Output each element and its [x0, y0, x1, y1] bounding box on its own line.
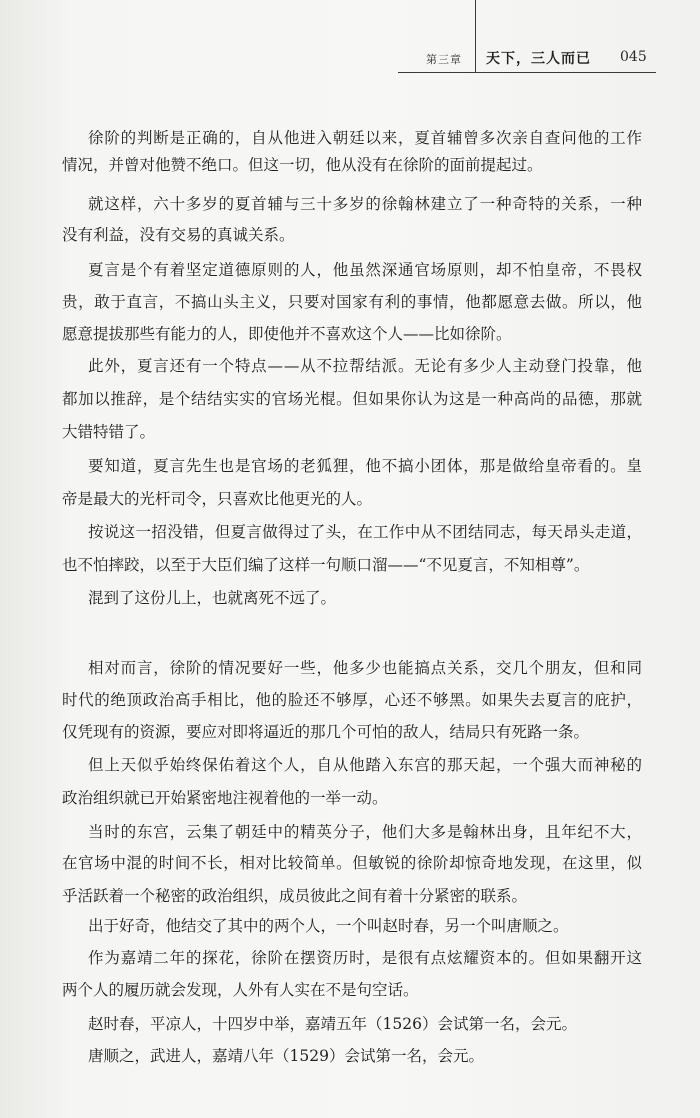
text-line: 没有利益，没有交易的真诚关系。: [62, 226, 295, 244]
chapter-title: 天下，三人而已: [486, 51, 591, 67]
text-line: 两个人的履历就会发现，人外有人实在不是句空话。: [62, 981, 419, 999]
running-header: [0, 0, 700, 80]
text-line: 也不怕摔跤，以至于大臣们编了这样一句顺口溜——“不见夏言，不知相尊”。: [62, 556, 590, 574]
text-line: 徐阶的判断是正确的，自从他进入朝廷以来，夏首辅曾多次亲自查问他的工作: [88, 129, 643, 147]
text-line: 情况，并曾对他赞不绝口。但这一切，他从没有在徐阶的面前提起过。: [62, 156, 543, 174]
text-line: 要知道，夏言先生也是官场的老狐狸，他不搞小团体，那是做给皇帝看的。皇: [88, 457, 643, 475]
text-line: 赵时春，平凉人，十四岁中举，嘉靖五年（1526）会试第一名，会元。: [88, 1015, 577, 1033]
text-line: 都加以推辞，是个结结实实的官场光棍。但如果你认为这是一种高尚的品德，那就: [62, 390, 643, 408]
text-line: 相对而言，徐阶的情况要好一些，他多少也能搞点关系，交几个朋友，但和同: [88, 659, 643, 677]
chapter-label: 第三章: [426, 53, 462, 66]
text-line: 唐顺之，武进人，嘉靖八年（1529）会试第一名，会元。: [88, 1047, 484, 1065]
text-line: 愿意提拔那些有能力的人，即使他并不喜欢这个人——比如徐阶。: [62, 325, 512, 343]
text-line: 在官场中混的时间不长，相对比较简单。但敏锐的徐阶却惊奇地发现，在这里，似: [62, 854, 643, 872]
text-line: 大错特错了。: [62, 423, 156, 441]
text-line: 但上天似乎始终保佑着这个人，自从他踏入东宫的那天起，一个强大而神秘的: [88, 756, 643, 774]
text-line: 帝是最大的光杆司令，只喜欢比他更光的人。: [62, 490, 373, 508]
text-line: 此外，夏言还有一个特点——从不拉帮结派。无论有多少人主动登门投靠，他: [88, 357, 643, 375]
header-divider-vertical: [475, 0, 476, 72]
text-line: 出于好奇，他结交了其中的两个人，一个叫赵时春，另一个叫唐顺之。: [88, 917, 569, 935]
text-line: 按说这一招没错，但夏言做得过了头，在工作中从不团结同志，每天昂头走道，: [88, 523, 643, 541]
text-line: 作为嘉靖二年的探花，徐阶在摆资历时，是很有点炫耀资本的。但如果翻开这: [88, 949, 643, 967]
text-line: 贵，敢于直言，不搞山头主义，只要对国家有利的事情，他都愿意去做。所以，他: [62, 293, 643, 311]
text-line: 夏言是个有着坚定道德原则的人，他虽然深通官场原则，却不怕皇帝，不畏权: [88, 261, 643, 279]
text-line: 政治组织就已开始紧密地注视着他的一举一动。: [62, 789, 388, 807]
text-line: 当时的东宫，云集了朝廷中的精英分子，他们大多是翰林出身，且年纪不大，: [88, 823, 643, 841]
text-line: 乎活跃着一个秘密的政治组织，成员彼此之间有着十分紧密的联系。: [62, 887, 528, 905]
header-rule: [398, 72, 656, 73]
text-line: 时代的绝顶政治高手相比，他的脸还不够厚，心还不够黑。如果失去夏言的庇护，: [62, 691, 643, 709]
text-line: 就这样，六十多岁的夏首辅与三十多岁的徐翰林建立了一种奇特的关系，一种: [88, 195, 643, 213]
page-number: 045: [620, 49, 647, 65]
text-line: 混到了这份儿上，也就离死不远了。: [88, 589, 337, 607]
text-line: 仅凭现有的资源，要应对即将逼近的那几个可怕的敌人，结局只有死路一条。: [62, 723, 590, 741]
